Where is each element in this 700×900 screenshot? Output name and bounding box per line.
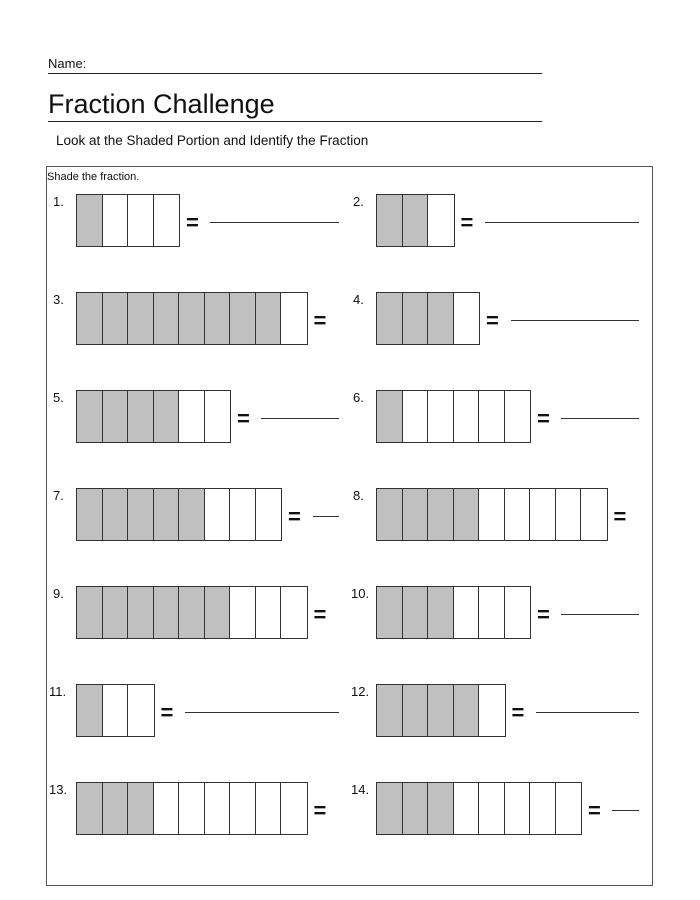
fraction-bar (76, 194, 180, 247)
unshaded-cell[interactable] (205, 783, 231, 834)
shaded-cell[interactable] (377, 391, 403, 442)
shaded-cell[interactable] (128, 587, 154, 638)
shaded-cell[interactable] (154, 293, 180, 344)
shaded-cell[interactable] (403, 489, 429, 540)
unshaded-cell[interactable] (581, 489, 607, 540)
unshaded-cell[interactable] (281, 293, 307, 344)
unshaded-cell[interactable] (403, 391, 429, 442)
shaded-cell[interactable] (403, 587, 429, 638)
shaded-cell[interactable] (205, 293, 231, 344)
unshaded-cell[interactable] (179, 391, 205, 442)
unshaded-cell[interactable] (281, 783, 307, 834)
unshaded-cell[interactable] (530, 783, 556, 834)
shaded-cell[interactable] (179, 587, 205, 638)
shaded-cell[interactable] (428, 587, 454, 638)
equals-sign: = (613, 504, 627, 529)
fraction-bar (376, 684, 506, 737)
shaded-cell[interactable] (403, 293, 429, 344)
shaded-cell[interactable] (428, 783, 454, 834)
fraction-bar (376, 390, 531, 443)
equals-sign: = (537, 602, 550, 627)
shaded-cell[interactable] (179, 489, 205, 540)
shaded-cell[interactable] (154, 391, 180, 442)
unshaded-cell[interactable] (154, 783, 180, 834)
unshaded-cell[interactable] (179, 783, 205, 834)
item-number: 12. (351, 684, 370, 699)
unshaded-cell[interactable] (505, 587, 531, 638)
answer-line[interactable] (485, 222, 639, 223)
fraction-bar (376, 488, 608, 541)
shaded-cell[interactable] (454, 685, 480, 736)
fraction-bar (76, 684, 155, 737)
shaded-cell[interactable] (377, 587, 403, 638)
answer-line[interactable] (210, 222, 339, 223)
unshaded-cell[interactable] (454, 587, 480, 638)
shaded-cell[interactable] (77, 195, 103, 246)
item-number: 7. (53, 488, 64, 503)
shaded-cell[interactable] (377, 489, 403, 540)
item-number: 5. (53, 390, 64, 405)
unshaded-cell[interactable] (479, 783, 505, 834)
shaded-cell[interactable] (428, 685, 454, 736)
shaded-cell[interactable] (256, 293, 282, 344)
unshaded-cell[interactable] (479, 685, 505, 736)
shaded-cell[interactable] (77, 293, 103, 344)
unshaded-cell[interactable] (281, 587, 307, 638)
answer-line[interactable] (536, 712, 639, 713)
shaded-cell[interactable] (403, 783, 429, 834)
unshaded-cell[interactable] (103, 195, 129, 246)
unshaded-cell[interactable] (454, 293, 480, 344)
answer-line[interactable] (561, 418, 639, 419)
equals-sign: = (486, 308, 499, 333)
equals-sign: = (313, 308, 327, 333)
shaded-cell[interactable] (454, 489, 480, 540)
item-number: 2. (353, 194, 364, 209)
shaded-cell[interactable] (103, 391, 129, 442)
shaded-cell[interactable] (205, 587, 231, 638)
shaded-cell[interactable] (128, 391, 154, 442)
shaded-cell[interactable] (428, 489, 454, 540)
answer-line[interactable] (561, 614, 639, 615)
unshaded-cell[interactable] (205, 489, 231, 540)
shaded-cell[interactable] (377, 293, 403, 344)
item-number: 11. (49, 684, 67, 699)
shaded-cell[interactable] (128, 783, 154, 834)
item-number: 3. (53, 292, 64, 307)
equals-sign: = (537, 406, 550, 431)
fraction-bar (76, 390, 231, 443)
equals-sign: = (237, 406, 250, 431)
shaded-cell[interactable] (154, 587, 180, 638)
fraction-bar (76, 782, 308, 835)
name-label: Name: (48, 56, 87, 71)
worksheet-panel (46, 166, 653, 886)
name-field[interactable] (48, 56, 542, 74)
unshaded-cell[interactable] (505, 783, 531, 834)
equals-sign: = (160, 700, 174, 725)
unshaded-cell[interactable] (530, 489, 556, 540)
unshaded-cell[interactable] (556, 489, 582, 540)
fraction-bar (76, 488, 282, 541)
page-subtitle: Look at the Shaded Portion and Identify the Fraction (56, 133, 369, 148)
shaded-cell[interactable] (103, 587, 129, 638)
shaded-cell[interactable] (77, 391, 103, 442)
shaded-cell[interactable] (77, 685, 103, 736)
shaded-cell[interactable] (103, 489, 129, 540)
shaded-cell[interactable] (403, 685, 429, 736)
answer-line[interactable] (185, 712, 339, 713)
unshaded-cell[interactable] (556, 783, 582, 834)
equals-sign: = (313, 798, 327, 823)
unshaded-cell[interactable] (454, 783, 480, 834)
item-number: 6. (353, 390, 364, 405)
fraction-bar (76, 292, 308, 345)
shaded-cell[interactable] (377, 685, 403, 736)
fraction-bar (376, 194, 455, 247)
fraction-bar (76, 586, 308, 639)
unshaded-cell[interactable] (479, 391, 505, 442)
unshaded-cell[interactable] (230, 783, 256, 834)
shaded-cell[interactable] (377, 195, 403, 246)
equals-sign: = (588, 798, 601, 823)
shaded-cell[interactable] (103, 293, 129, 344)
fraction-bar (376, 292, 480, 345)
equals-sign: = (460, 210, 474, 235)
answer-line[interactable] (612, 810, 639, 811)
unshaded-cell[interactable] (505, 391, 531, 442)
shaded-cell[interactable] (230, 293, 256, 344)
equals-sign: = (288, 504, 301, 529)
shaded-cell[interactable] (128, 293, 154, 344)
unshaded-cell[interactable] (428, 391, 454, 442)
equals-sign: = (511, 700, 525, 725)
shaded-cell[interactable] (128, 489, 154, 540)
instruction-text: Shade the fraction. (47, 171, 140, 183)
unshaded-cell[interactable] (454, 391, 480, 442)
unshaded-cell[interactable] (154, 195, 180, 246)
unshaded-cell[interactable] (256, 783, 282, 834)
item-number: 10. (351, 586, 370, 601)
item-number: 9. (53, 586, 64, 601)
unshaded-cell[interactable] (205, 391, 231, 442)
unshaded-cell[interactable] (103, 685, 129, 736)
unshaded-cell[interactable] (256, 587, 282, 638)
unshaded-cell[interactable] (128, 195, 154, 246)
page-title: Fraction Challenge (48, 88, 542, 122)
shaded-cell[interactable] (103, 783, 129, 834)
shaded-cell[interactable] (77, 489, 103, 540)
item-number: 8. (353, 488, 364, 503)
answer-line[interactable] (261, 418, 339, 419)
fraction-bar (376, 782, 582, 835)
shaded-cell[interactable] (403, 195, 429, 246)
answer-line[interactable] (313, 516, 339, 517)
answer-line[interactable] (511, 320, 639, 321)
shaded-cell[interactable] (77, 587, 103, 638)
unshaded-cell[interactable] (230, 587, 256, 638)
equals-sign: = (313, 602, 327, 627)
unshaded-cell[interactable] (505, 489, 531, 540)
unshaded-cell[interactable] (256, 489, 282, 540)
item-number: 1. (53, 194, 64, 209)
shaded-cell[interactable] (77, 783, 103, 834)
shaded-cell[interactable] (428, 293, 454, 344)
unshaded-cell[interactable] (479, 587, 505, 638)
shaded-cell[interactable] (154, 489, 180, 540)
item-number: 14. (351, 782, 370, 797)
item-number: 13. (49, 782, 68, 797)
unshaded-cell[interactable] (128, 685, 154, 736)
unshaded-cell[interactable] (428, 195, 454, 246)
unshaded-cell[interactable] (479, 489, 505, 540)
shaded-cell[interactable] (377, 783, 403, 834)
equals-sign: = (186, 210, 199, 235)
item-number: 4. (353, 292, 364, 307)
fraction-bar (376, 586, 531, 639)
shaded-cell[interactable] (179, 293, 205, 344)
unshaded-cell[interactable] (230, 489, 256, 540)
